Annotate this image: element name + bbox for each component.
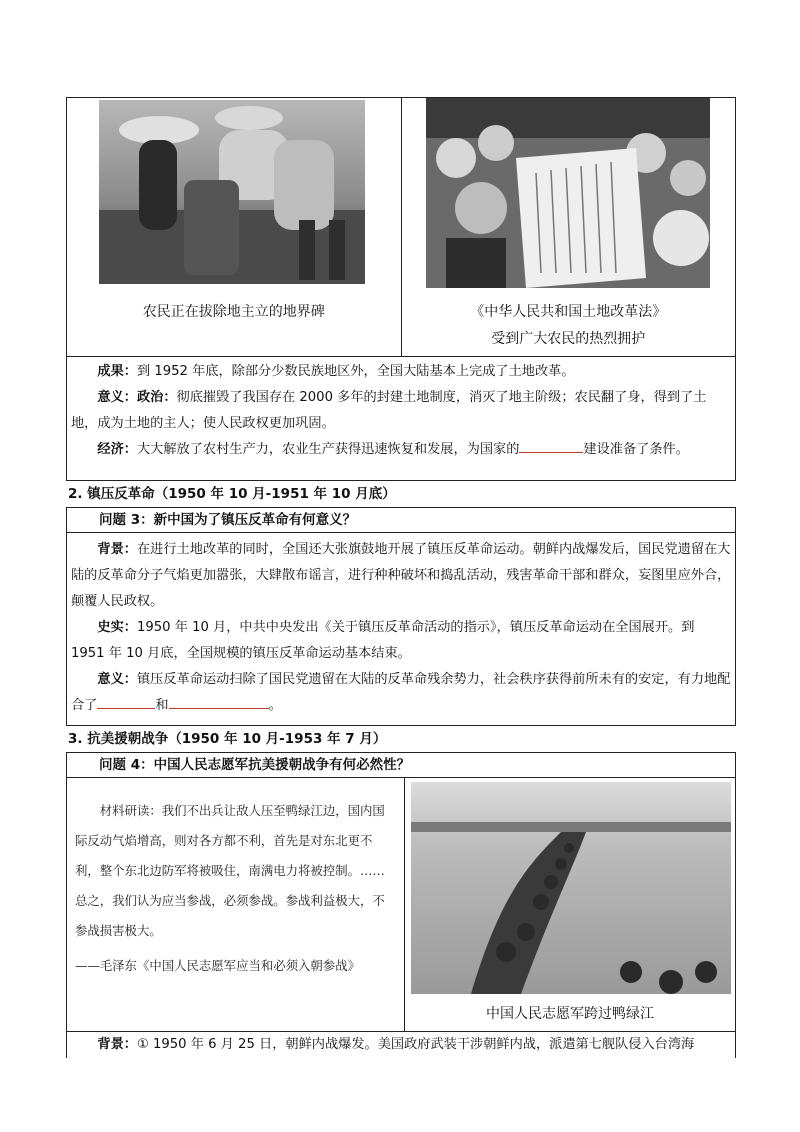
material-text: 材料研读：我们不出兵让敌人压至鸭绿江边，国内国际反动气焰增高，则对各方都不利，首先是对东北更不利，整个东北边防军将被吸住，南满电力将被控制。……总之，我们认为应当参战，必须参战。参战利益极大，不参战损害极大。 [75, 803, 385, 938]
question-4: 问题 4：中国人民志愿军抗美援朝战争有何必然性？ [67, 753, 735, 778]
economic-label: 经济： [97, 442, 137, 457]
significance-label: 意义： [97, 390, 137, 405]
background-label: 背景： [97, 542, 137, 557]
question-3: 问题 3：新中国为了镇压反革命有何意义？ [67, 508, 735, 533]
section-3-background [67, 1032, 735, 1058]
result-label: 成果： [97, 364, 137, 379]
significance-and: 和 [155, 698, 169, 713]
facts-label: 史实： [97, 620, 137, 635]
facts-text: 1950 年 10 月，中共中央发出《关于镇压反革命活动的指示》，镇压反革命运动在全国展开。到 1951 年 10 月底，全国规模的镇压反革命运动基本结束。 [71, 620, 695, 661]
land-reform-box [66, 97, 736, 481]
volunteers-crossing-yalu-photo [411, 782, 731, 994]
facts-paragraph [71, 615, 731, 667]
economic-text-end: 建设准备了条件。 [583, 442, 689, 457]
section-3-box [66, 752, 736, 1058]
significance-paragraph [71, 667, 731, 719]
page-content [66, 97, 736, 1058]
material-image-cell [405, 778, 735, 1031]
material-text-cell [67, 778, 405, 1031]
section-2-title: 2. 镇压反革命（1950 年 10 月-1951 年 10 月底） [68, 486, 396, 502]
material-source: ——毛泽东《中国人民志愿军应当和必须入朝参战》 [75, 958, 360, 973]
result-text: 到 1952 年底，除部分少数民族地区外，全国大陆基本上完成了土地改革。 [136, 364, 575, 379]
photo-caption-left: 农民正在拔除地主立的地界碑 [142, 304, 325, 320]
photo-row [67, 98, 735, 356]
yalu-photo-caption: 中国人民志愿军跨过鸭绿江 [486, 1006, 654, 1022]
photo-caption-right-line2: 受到广大农民的热烈拥护 [491, 331, 646, 347]
material-row [67, 778, 735, 1032]
significance-text: 镇压反革命运动扫除了国民党遗留在大陆的反革命残余势力，社会秩序获得前所未有的安定，有力地配合了 [71, 672, 731, 713]
significance-end: 。 [268, 698, 282, 713]
political-text: 彻底摧毁了我国存在 2000 多年的封建土地制度，消灭了地主阶级；农民翻了身，得到了土地，成为土地的主人；使人民政权更加巩固。 [71, 390, 707, 431]
section-2-text [67, 533, 735, 725]
background-text-3: ① 1950 年 6 月 25 日，朝鲜内战爆发。美国政府武装干涉朝鲜内战，派遣第七舰队侵入台湾海 [136, 1037, 695, 1052]
fill-blank-2[interactable] [97, 693, 155, 709]
section-3-title: 3. 抗美援朝战争（1950 年 10 月-1953 年 7 月） [68, 731, 387, 747]
political-paragraph [71, 385, 731, 437]
result-paragraph [71, 359, 731, 385]
land-reform-text [67, 356, 735, 480]
political-label: 政治： [136, 390, 177, 405]
background-label-3: 背景： [97, 1037, 137, 1052]
background-text: 在进行土地改革的同时，全国还大张旗鼓地开展了镇压反革命运动。朝鲜内战爆发后，国民党遗留在大陆的反革命分子气焰更加嚣张，大肆散布谣言，进行种种破坏和捣乱活动，残害革命干部和群众，妄图里应外合，颠覆人民政权。 [71, 542, 731, 609]
farmers-removing-boundary-stone-photo [99, 100, 365, 284]
economic-paragraph [71, 437, 731, 463]
photo-cell-right [401, 98, 736, 356]
photo-caption-right-line1: 《中华人民共和国土地改革法》 [470, 304, 667, 320]
photo-cell-left [67, 98, 401, 356]
background-paragraph [71, 537, 731, 615]
significance-label-2: 意义： [97, 672, 137, 687]
fill-blank-3[interactable] [169, 693, 269, 709]
land-reform-law-crowd-photo [426, 98, 710, 288]
fill-blank-1[interactable] [519, 437, 583, 453]
section-2-box [66, 507, 736, 726]
economic-text: 大大解放了农村生产力，农业生产获得迅速恢复和发展，为国家的 [136, 442, 520, 457]
